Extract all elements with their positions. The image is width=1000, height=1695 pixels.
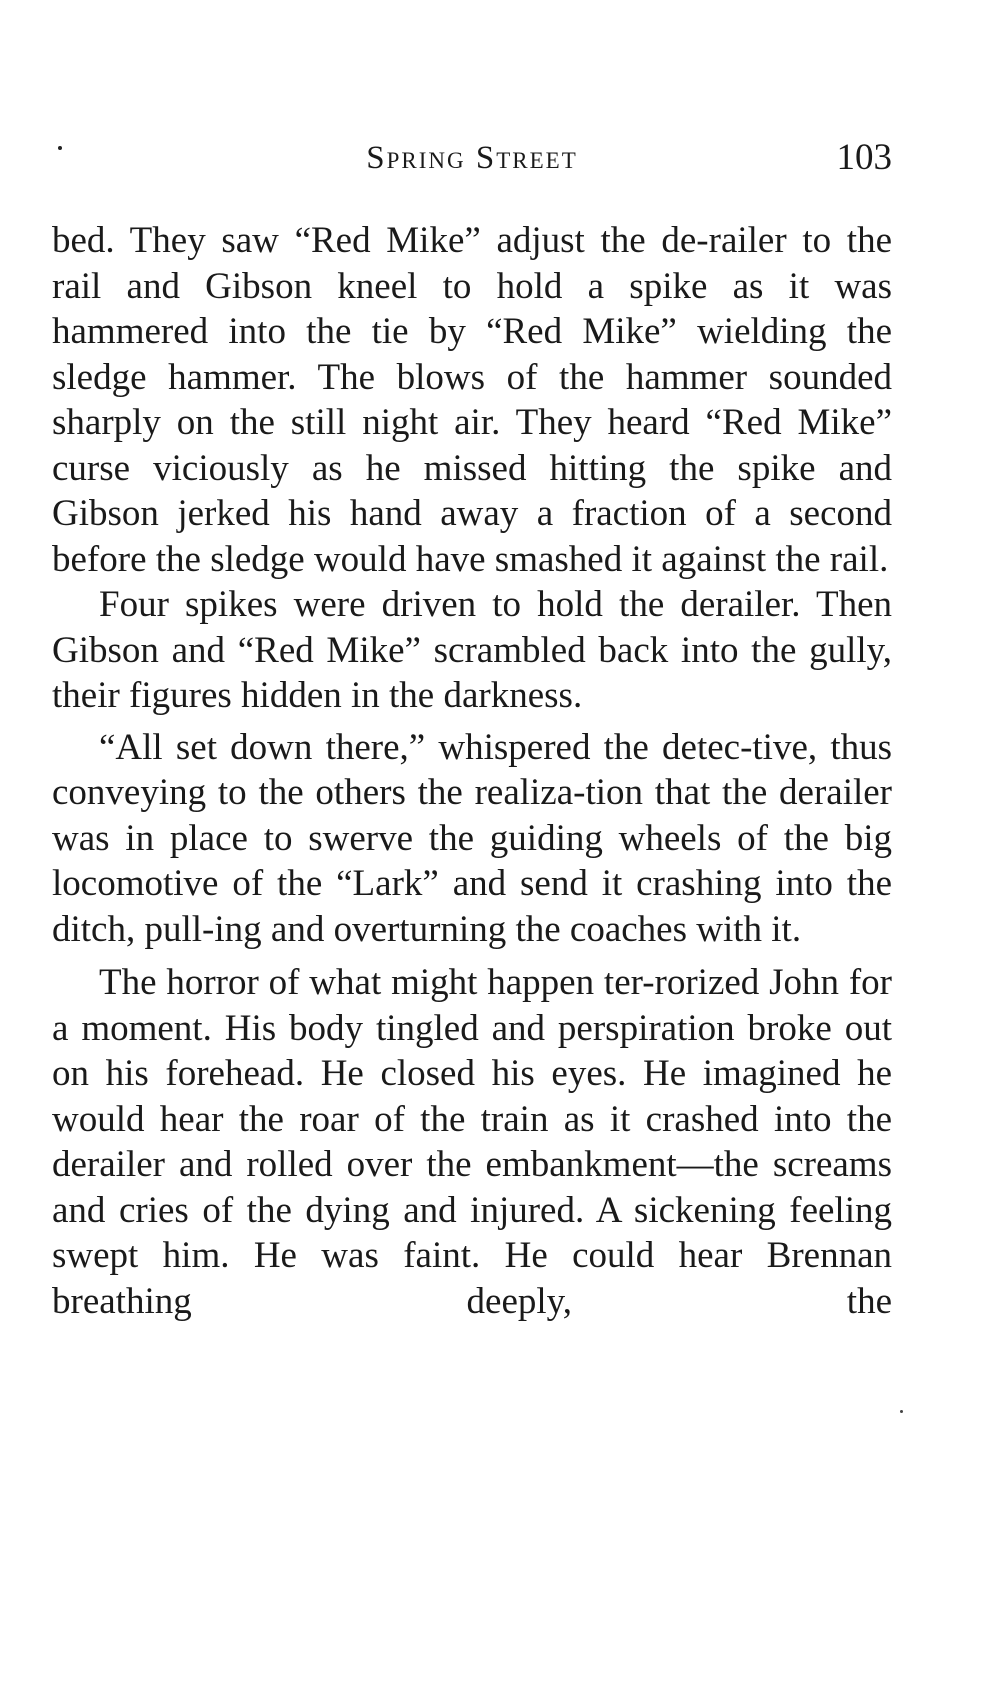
body-text — [52, 218, 892, 1324]
running-head — [52, 132, 892, 180]
running-head-title: Spring Street — [366, 140, 578, 176]
paragraph-1: bed. They saw “Red Mike” adjust the de-railer to the rail and Gibson kneel to hold a spike as it was hammered into the tie by “Red Mike” wielding the sledge hammer. The blows of the hammer sounded sharply on the still night air. They heard “Red Mike” curse viciously as he missed hitting the spike and Gibson jerked his hand away a fraction of a second before the sledge would have smashed it against the rail. — [52, 220, 892, 580]
paragraph-2: Four spikes were driven to hold the derailer. Then Gibson and “Red Mike” scrambled back into the gully, their figures hidden in the darkness. — [52, 584, 892, 716]
stray-mark — [900, 1410, 903, 1413]
page-number: 103 — [836, 137, 892, 178]
paragraph-3: “All set down there,” whispered the detec-tive, thus conveying to the others the realiza-tion that the derailer was in place to swerve the guiding wheels of the big locomotive of the “Lark” and send it crashing into the ditch, pull-ing and overturning the coaches with it. — [52, 726, 892, 950]
paragraph-4: The horror of what might happen ter-rorized John for a moment. His body tingled and perspiration broke out on his forehead. He closed his eyes. He imagined he would hear the roar of the train as it crashed into the derailer and rolled over the embankment—the screams and cries of the dying and injured. A sickening feeling swept him. He was faint. He could hear Brennan breathing deeply, the — [52, 962, 892, 1322]
